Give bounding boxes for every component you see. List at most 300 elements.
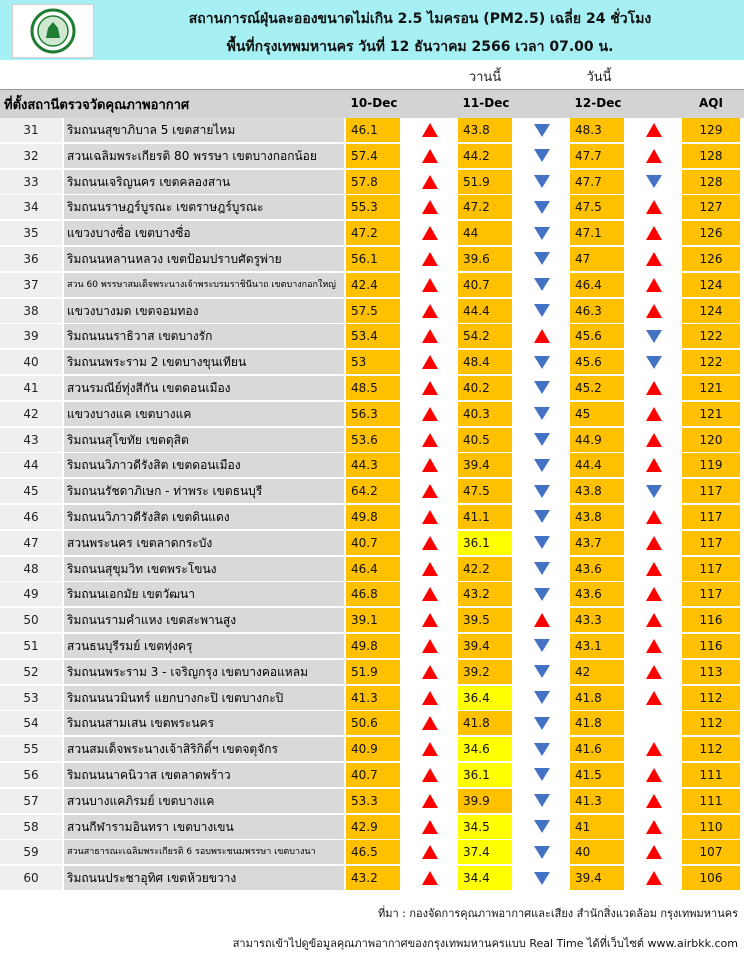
pm25-10dec: 40.7 bbox=[346, 531, 400, 555]
trend-arrow bbox=[530, 866, 554, 890]
trend-arrow bbox=[418, 273, 442, 297]
pm25-11dec: 44.2 bbox=[458, 144, 512, 168]
arrow-down-icon bbox=[646, 330, 662, 343]
arrow-down-icon bbox=[534, 252, 550, 265]
arrow-up-icon bbox=[422, 742, 438, 756]
trend-arrow bbox=[642, 686, 666, 710]
report-subtitle: พื้นที่กรุงเทพมหานคร วันที่ 12 ธันวาคม 2566 เวลา 07.00 น. bbox=[226, 39, 614, 55]
pm25-12dec: 45.6 bbox=[570, 324, 624, 348]
trend-arrow bbox=[418, 711, 442, 735]
arrow-down-icon bbox=[534, 124, 550, 137]
trend-arrow bbox=[530, 299, 554, 323]
pm25-11dec: 39.6 bbox=[458, 247, 512, 271]
aqi-value: 116 bbox=[682, 608, 740, 632]
aqi-value: 124 bbox=[682, 273, 740, 297]
trend-arrow bbox=[530, 221, 554, 245]
pm25-12dec: 47.7 bbox=[570, 144, 624, 168]
pm25-10dec: 50.6 bbox=[346, 711, 400, 735]
arrow-up-icon bbox=[646, 200, 662, 214]
arrow-down-icon bbox=[646, 485, 662, 498]
arrow-up-icon bbox=[422, 716, 438, 730]
aqi-column-header: AQI bbox=[699, 96, 723, 110]
station-number: 57 bbox=[0, 789, 62, 813]
pm25-10dec: 57.8 bbox=[346, 170, 400, 194]
pm25-10dec: 46.8 bbox=[346, 582, 400, 606]
trend-arrow bbox=[530, 840, 554, 864]
pm25-11dec: 41.1 bbox=[458, 505, 512, 529]
aqi-value: 119 bbox=[682, 453, 740, 477]
arrow-down-icon bbox=[534, 407, 550, 420]
arrow-down-icon bbox=[534, 846, 550, 859]
trend-arrow bbox=[530, 763, 554, 787]
station-number: 54 bbox=[0, 711, 62, 735]
station-number: 39 bbox=[0, 324, 62, 348]
trend-arrow bbox=[642, 195, 666, 219]
station-number: 36 bbox=[0, 247, 62, 271]
station-table bbox=[0, 118, 744, 892]
pm25-11dec: 34.6 bbox=[458, 737, 512, 761]
trend-arrow bbox=[642, 582, 666, 606]
pm25-10dec: 40.7 bbox=[346, 763, 400, 787]
table-row bbox=[0, 686, 744, 712]
report-title: สถานการณ์ฝุ่นละอองขนาดไม่เกิน 2.5 ไมครอน (PM2.5) เฉลี่ย 24 ชั่วโมง bbox=[188, 11, 652, 27]
aqi-value: 124 bbox=[682, 299, 740, 323]
trend-arrow bbox=[530, 170, 554, 194]
trend-arrow bbox=[642, 634, 666, 658]
arrow-up-icon bbox=[422, 768, 438, 782]
station-number: 60 bbox=[0, 866, 62, 890]
trend-arrow bbox=[418, 582, 442, 606]
trend-arrow bbox=[642, 350, 666, 374]
arrow-up-icon bbox=[422, 665, 438, 679]
pm25-12dec: 41.6 bbox=[570, 737, 624, 761]
arrow-up-icon bbox=[646, 845, 662, 859]
table-row bbox=[0, 118, 744, 144]
station-name: ริมถนนประชาอุทิศ เขตห้วยขวาง bbox=[64, 866, 344, 890]
station-name: สวนกีฬารามอินทรา เขตบางเขน bbox=[64, 815, 344, 839]
trend-arrow bbox=[418, 118, 442, 142]
pm25-12dec: 45.2 bbox=[570, 376, 624, 400]
city-seal-icon bbox=[30, 8, 76, 54]
trend-arrow bbox=[642, 170, 666, 194]
today-label: วันนี้ bbox=[586, 70, 612, 85]
station-number: 43 bbox=[0, 428, 62, 452]
pm25-12dec: 41.5 bbox=[570, 763, 624, 787]
station-name: ริมถนนนวมินทร์ แยกบางกะปิ เขตบางกะปิ bbox=[64, 686, 344, 710]
station-name: ริมถนนหลานหลวง เขตป้อมปราบศัตรูพ่าย bbox=[64, 247, 344, 271]
day-labels bbox=[0, 62, 744, 88]
station-name: แขวงบางแค เขตบางแค bbox=[64, 402, 344, 426]
station-number: 55 bbox=[0, 737, 62, 761]
trend-arrow bbox=[418, 299, 442, 323]
trend-arrow bbox=[418, 453, 442, 477]
location-column-header: ที่ตั้งสถานีตรวจวัดคุณภาพอากาศ bbox=[4, 98, 190, 113]
arrow-up-icon bbox=[422, 484, 438, 498]
station-name: ริมถนนสุขาภิบาล 5 เขตสายไหม bbox=[64, 118, 344, 142]
trend-arrow bbox=[530, 324, 554, 348]
station-number: 44 bbox=[0, 453, 62, 477]
arrow-up-icon bbox=[422, 381, 438, 395]
arrow-down-icon bbox=[534, 278, 550, 291]
table-row bbox=[0, 505, 744, 531]
pm25-12dec: 39.4 bbox=[570, 866, 624, 890]
pm25-11dec: 36.1 bbox=[458, 531, 512, 555]
pm25-11dec: 39.4 bbox=[458, 634, 512, 658]
table-row bbox=[0, 144, 744, 170]
table-row bbox=[0, 763, 744, 789]
trend-arrow bbox=[530, 376, 554, 400]
arrow-down-icon bbox=[534, 768, 550, 781]
station-name: สวนสมเด็จพระนางเจ้าสิริกิติ์ฯ เขตจตุจักร bbox=[64, 737, 344, 761]
trend-arrow bbox=[642, 737, 666, 761]
trend-arrow bbox=[418, 840, 442, 864]
pm25-10dec: 40.9 bbox=[346, 737, 400, 761]
arrow-up-icon bbox=[646, 252, 662, 266]
trend-arrow bbox=[530, 350, 554, 374]
station-number: 58 bbox=[0, 815, 62, 839]
arrow-up-icon bbox=[646, 587, 662, 601]
pm25-10dec: 46.5 bbox=[346, 840, 400, 864]
pm25-11dec: 34.5 bbox=[458, 815, 512, 839]
aqi-value: 112 bbox=[682, 737, 740, 761]
pm25-11dec: 36.1 bbox=[458, 763, 512, 787]
trend-arrow bbox=[530, 634, 554, 658]
trend-arrow bbox=[418, 324, 442, 348]
pm25-10dec: 55.3 bbox=[346, 195, 400, 219]
station-name: ริมถนนเจริญนคร เขตคลองสาน bbox=[64, 170, 344, 194]
table-row bbox=[0, 840, 744, 866]
aqi-value: 121 bbox=[682, 376, 740, 400]
trend-arrow bbox=[418, 866, 442, 890]
aqi-value: 127 bbox=[682, 195, 740, 219]
trend-arrow bbox=[530, 273, 554, 297]
table-row bbox=[0, 247, 744, 273]
pm25-12dec: 41.3 bbox=[570, 789, 624, 813]
arrow-up-icon bbox=[422, 871, 438, 885]
arrow-down-icon bbox=[534, 433, 550, 446]
station-number: 32 bbox=[0, 144, 62, 168]
pm25-10dec: 42.4 bbox=[346, 273, 400, 297]
yesterday-label: วานนี้ bbox=[468, 70, 502, 85]
aqi-value: 116 bbox=[682, 634, 740, 658]
pm25-12dec: 44.4 bbox=[570, 453, 624, 477]
trend-arrow bbox=[530, 531, 554, 555]
pm25-11dec: 43.8 bbox=[458, 118, 512, 142]
station-name: แขวงบางซื่อ เขตบางซื่อ bbox=[64, 221, 344, 245]
trend-arrow bbox=[642, 428, 666, 452]
trend-arrow bbox=[418, 144, 442, 168]
trend-arrow bbox=[530, 402, 554, 426]
pm25-10dec: 43.2 bbox=[346, 866, 400, 890]
pm25-12dec: 43.3 bbox=[570, 608, 624, 632]
trend-arrow bbox=[530, 118, 554, 142]
table-row bbox=[0, 376, 744, 402]
station-name: ริมถนนพระราม 3 - เจริญกรุง เขตบางคอแหลม bbox=[64, 660, 344, 684]
arrow-up-icon bbox=[422, 845, 438, 859]
table-row bbox=[0, 350, 744, 376]
aqi-value: 107 bbox=[682, 840, 740, 864]
pm25-11dec: 39.5 bbox=[458, 608, 512, 632]
arrow-down-icon bbox=[534, 743, 550, 756]
arrow-up-icon bbox=[534, 613, 550, 627]
aqi-value: 117 bbox=[682, 531, 740, 555]
website-note: สามารถเข้าไปดูข้อมูลคุณภาพอากาศของกรุงเทพมหานครแบบ Real Time ได้ที่เว็บไซต์ www.airbkk.com bbox=[232, 937, 738, 950]
arrow-down-icon bbox=[534, 201, 550, 214]
pm25-10dec: 49.8 bbox=[346, 505, 400, 529]
pm25-10dec: 57.5 bbox=[346, 299, 400, 323]
aqi-value: 110 bbox=[682, 815, 740, 839]
arrow-down-icon bbox=[534, 459, 550, 472]
trend-arrow bbox=[530, 453, 554, 477]
aqi-value: 112 bbox=[682, 711, 740, 735]
table-row bbox=[0, 273, 744, 299]
arrow-down-icon bbox=[534, 588, 550, 601]
pm25-10dec: 46.1 bbox=[346, 118, 400, 142]
arrow-up-icon bbox=[534, 329, 550, 343]
pm25-10dec: 46.4 bbox=[346, 557, 400, 581]
pm25-10dec: 47.2 bbox=[346, 221, 400, 245]
trend-arrow bbox=[418, 479, 442, 503]
trend-arrow bbox=[530, 815, 554, 839]
arrow-up-icon bbox=[646, 794, 662, 808]
arrow-up-icon bbox=[422, 329, 438, 343]
pm25-12dec: 43.6 bbox=[570, 557, 624, 581]
trend-arrow bbox=[530, 789, 554, 813]
pm25-10dec: 64.2 bbox=[346, 479, 400, 503]
station-number: 56 bbox=[0, 763, 62, 787]
table-row bbox=[0, 789, 744, 815]
arrow-up-icon bbox=[646, 304, 662, 318]
trend-arrow bbox=[418, 195, 442, 219]
arrow-up-icon bbox=[422, 691, 438, 705]
table-row bbox=[0, 660, 744, 686]
pm25-11dec: 39.9 bbox=[458, 789, 512, 813]
arrow-up-icon bbox=[422, 226, 438, 240]
station-name: ริมถนนวิภาวดีรังสิต เขตดอนเมือง bbox=[64, 453, 344, 477]
pm25-12dec: 43.6 bbox=[570, 582, 624, 606]
trend-arrow bbox=[418, 634, 442, 658]
arrow-up-icon bbox=[646, 278, 662, 292]
trend-arrow bbox=[642, 324, 666, 348]
station-name: สวนบางแคภิรมย์ เขตบางแค bbox=[64, 789, 344, 813]
station-number: 49 bbox=[0, 582, 62, 606]
trend-arrow bbox=[642, 505, 666, 529]
pm25-12dec: 43.8 bbox=[570, 505, 624, 529]
aqi-value: 122 bbox=[682, 324, 740, 348]
pm25-11dec: 42.2 bbox=[458, 557, 512, 581]
arrow-down-icon bbox=[646, 356, 662, 369]
trend-arrow bbox=[418, 428, 442, 452]
aqi-value: 126 bbox=[682, 221, 740, 245]
station-number: 33 bbox=[0, 170, 62, 194]
trend-arrow bbox=[418, 376, 442, 400]
date-column-header-2: 11-Dec bbox=[462, 96, 510, 110]
arrow-down-icon bbox=[534, 381, 550, 394]
table-row bbox=[0, 634, 744, 660]
table-row bbox=[0, 531, 744, 557]
station-number: 42 bbox=[0, 402, 62, 426]
arrow-up-icon bbox=[422, 613, 438, 627]
trend-arrow bbox=[642, 557, 666, 581]
pm25-10dec: 53.6 bbox=[346, 428, 400, 452]
arrow-down-icon bbox=[534, 304, 550, 317]
arrow-down-icon bbox=[534, 536, 550, 549]
pm25-12dec: 43.7 bbox=[570, 531, 624, 555]
aqi-value: 113 bbox=[682, 660, 740, 684]
trend-arrow bbox=[418, 221, 442, 245]
arrow-up-icon bbox=[646, 407, 662, 421]
arrow-up-icon bbox=[422, 510, 438, 524]
trend-arrow bbox=[642, 763, 666, 787]
station-name: ริมถนนพระราม 2 เขตบางขุนเทียน bbox=[64, 350, 344, 374]
arrow-up-icon bbox=[646, 613, 662, 627]
arrow-down-icon bbox=[534, 820, 550, 833]
pm25-11dec: 51.9 bbox=[458, 170, 512, 194]
station-number: 51 bbox=[0, 634, 62, 658]
pm25-10dec: 56.3 bbox=[346, 402, 400, 426]
pm25-10dec: 57.4 bbox=[346, 144, 400, 168]
arrow-up-icon bbox=[422, 639, 438, 653]
pm25-11dec: 40.3 bbox=[458, 402, 512, 426]
pm25-11dec: 54.2 bbox=[458, 324, 512, 348]
station-name: ริมถนนวิภาวดีรังสิต เขตดินแดง bbox=[64, 505, 344, 529]
trend-arrow bbox=[418, 737, 442, 761]
aqi-value: 128 bbox=[682, 144, 740, 168]
trend-arrow bbox=[418, 789, 442, 813]
arrow-down-icon bbox=[534, 872, 550, 885]
trend-arrow bbox=[530, 505, 554, 529]
trend-arrow bbox=[418, 247, 442, 271]
station-number: 46 bbox=[0, 505, 62, 529]
trend-arrow bbox=[418, 402, 442, 426]
arrow-down-icon bbox=[534, 562, 550, 575]
trend-arrow bbox=[418, 350, 442, 374]
arrow-up-icon bbox=[646, 433, 662, 447]
station-name: ริมถนนสุโขทัย เขตดุสิต bbox=[64, 428, 344, 452]
station-name: ริมถนนนราธิวาส เขตบางรัก bbox=[64, 324, 344, 348]
arrow-down-icon bbox=[534, 175, 550, 188]
pm25-12dec: 47 bbox=[570, 247, 624, 271]
trend-arrow bbox=[530, 582, 554, 606]
trend-arrow bbox=[642, 453, 666, 477]
station-number: 34 bbox=[0, 195, 62, 219]
station-number: 50 bbox=[0, 608, 62, 632]
trend-arrow bbox=[530, 557, 554, 581]
aqi-value: 129 bbox=[682, 118, 740, 142]
arrow-up-icon bbox=[646, 381, 662, 395]
arrow-up-icon bbox=[646, 226, 662, 240]
pm25-12dec: 47.5 bbox=[570, 195, 624, 219]
arrow-up-icon bbox=[646, 768, 662, 782]
table-row bbox=[0, 711, 744, 737]
aqi-value: 128 bbox=[682, 170, 740, 194]
arrow-down-icon bbox=[646, 175, 662, 188]
trend-arrow bbox=[530, 660, 554, 684]
station-name: ริมถนนเอกมัย เขตวัฒนา bbox=[64, 582, 344, 606]
trend-arrow bbox=[418, 660, 442, 684]
arrow-down-icon bbox=[534, 794, 550, 807]
aqi-value: 126 bbox=[682, 247, 740, 271]
pm25-10dec: 53.3 bbox=[346, 789, 400, 813]
aqi-value: 117 bbox=[682, 582, 740, 606]
pm25-11dec: 43.2 bbox=[458, 582, 512, 606]
source-note: ที่มา : กองจัดการคุณภาพอากาศและเสียง สำนักสิ่งแวดล้อม กรุงเทพมหานคร bbox=[377, 907, 738, 920]
station-name: สวนสาธารณะเฉลิมพระเกียรติ 6 รอบพระชนมพรรษา เขตบางนา bbox=[64, 840, 344, 864]
pm25-11dec: 34.4 bbox=[458, 866, 512, 890]
arrow-up-icon bbox=[646, 510, 662, 524]
trend-arrow bbox=[642, 711, 666, 735]
aqi-value: 111 bbox=[682, 763, 740, 787]
arrow-down-icon bbox=[534, 510, 550, 523]
pm25-12dec: 46.4 bbox=[570, 273, 624, 297]
pm25-12dec: 43.1 bbox=[570, 634, 624, 658]
station-number: 52 bbox=[0, 660, 62, 684]
trend-arrow bbox=[642, 866, 666, 890]
trend-arrow bbox=[642, 273, 666, 297]
pm25-10dec: 53 bbox=[346, 350, 400, 374]
arrow-up-icon bbox=[646, 536, 662, 550]
trend-arrow bbox=[418, 686, 442, 710]
aqi-value: 117 bbox=[682, 505, 740, 529]
pm25-12dec: 45 bbox=[570, 402, 624, 426]
pm25-11dec: 48.4 bbox=[458, 350, 512, 374]
trend-arrow bbox=[530, 428, 554, 452]
pm25-10dec: 51.9 bbox=[346, 660, 400, 684]
arrow-down-icon bbox=[534, 485, 550, 498]
trend-arrow bbox=[418, 531, 442, 555]
station-name: สวนพระนคร เขตลาดกระบัง bbox=[64, 531, 344, 555]
trend-arrow bbox=[530, 144, 554, 168]
table-row bbox=[0, 815, 744, 841]
pm25-10dec: 53.4 bbox=[346, 324, 400, 348]
station-name: ริมถนนราษฎร์บูรณะ เขตราษฎร์บูรณะ bbox=[64, 195, 344, 219]
trend-arrow bbox=[418, 815, 442, 839]
arrow-up-icon bbox=[422, 820, 438, 834]
arrow-up-icon bbox=[646, 639, 662, 653]
arrow-up-icon bbox=[422, 407, 438, 421]
arrow-up-icon bbox=[422, 355, 438, 369]
pm25-12dec: 43.8 bbox=[570, 479, 624, 503]
table-row bbox=[0, 737, 744, 763]
station-number: 41 bbox=[0, 376, 62, 400]
station-number: 40 bbox=[0, 350, 62, 374]
pm25-10dec: 44.3 bbox=[346, 453, 400, 477]
station-number: 59 bbox=[0, 840, 62, 864]
pm25-11dec: 44 bbox=[458, 221, 512, 245]
aqi-value: 117 bbox=[682, 557, 740, 581]
station-name: สวนรมณีย์ทุ่งสีกัน เขตดอนเมือง bbox=[64, 376, 344, 400]
aqi-value: 112 bbox=[682, 686, 740, 710]
pm25-11dec: 44.4 bbox=[458, 299, 512, 323]
table-row bbox=[0, 608, 744, 634]
arrow-up-icon bbox=[646, 149, 662, 163]
station-number: 38 bbox=[0, 299, 62, 323]
trend-arrow bbox=[418, 505, 442, 529]
arrow-up-icon bbox=[646, 123, 662, 137]
station-number: 45 bbox=[0, 479, 62, 503]
date-column-header-1: 10-Dec bbox=[350, 96, 398, 110]
arrow-down-icon bbox=[534, 149, 550, 162]
trend-arrow bbox=[418, 557, 442, 581]
pm25-11dec: 47.2 bbox=[458, 195, 512, 219]
arrow-up-icon bbox=[646, 820, 662, 834]
pm25-12dec: 42 bbox=[570, 660, 624, 684]
pm25-10dec: 42.9 bbox=[346, 815, 400, 839]
trend-arrow bbox=[642, 479, 666, 503]
pm25-11dec: 40.2 bbox=[458, 376, 512, 400]
pm25-12dec: 41 bbox=[570, 815, 624, 839]
trend-arrow bbox=[642, 221, 666, 245]
